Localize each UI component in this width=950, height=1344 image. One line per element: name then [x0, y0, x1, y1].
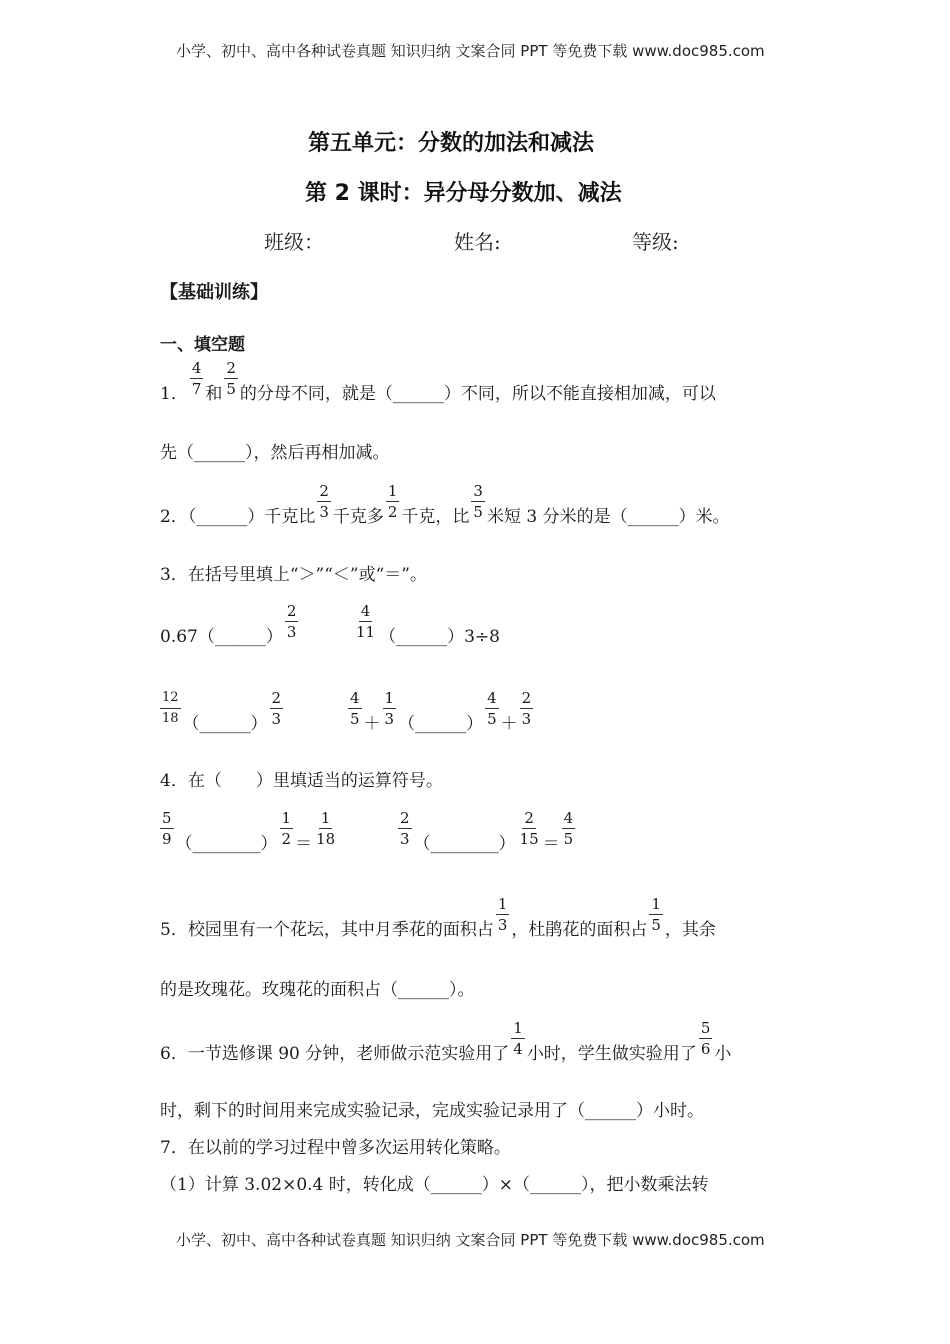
question-3-row-1b: $\frac{4}{11}$ （______）3÷8 [356, 602, 500, 647]
question-6-line-2: 时，剩下的时间用来完成实验记录，完成实验记录用了（______）小时。 [160, 1101, 704, 1121]
page-header: 小学、初中、高中各种试卷真题 知识归纳 文案合同 PPT 等免费下载 www.doc985.com [176, 42, 765, 60]
question-2: 2．（______）千克比 $\frac{2}{3}$ 千克多 $\frac{1}{2}$ 千克，比 $\frac{3}{5}$ 米短 3 分米的是（______）米。 [160, 482, 730, 527]
question-4-row-a: $\frac{5}{9}$ （________） $\frac{1}{2}$ ＝ $\frac{1}{18}$ [162, 809, 336, 854]
question-1-line-1: 1． $\frac{4}{7}$ 和 $\frac{2}{5}$ 的分母不同，就是（______）不同，所以不能直接相加减，可以 [160, 359, 716, 404]
question-7-sub-1: （1）计算 3.02×0.4 时，转化成（______）×（______），把小数乘法转 [160, 1175, 709, 1195]
question-4-row-b: $\frac{2}{3}$ （________） $\frac{2}{15}$ ＝ $\frac{4}{5}$ [400, 809, 574, 854]
question-7: 7．在以前的学习过程中曾多次运用转化策略。 [160, 1138, 511, 1158]
question-3-row-2a: $\frac{12}{18}$ （______） $\frac{2}{3}$ [162, 689, 282, 734]
grade-label: 等级: [632, 230, 679, 254]
part-heading: 一、填空题 [160, 335, 245, 355]
question-5-line-1: 5．校园里有一个花坛，其中月季花的面积占 $\frac{1}{3}$ ，杜鹃花的面积占 $\frac{1}{5}$ ，其余 [160, 895, 716, 940]
page-title: 第五单元：分数的加法和减法 [308, 131, 595, 156]
question-6-line-1: 6．一节选修课 90 分钟，老师做示范实验用了 $\frac{1}{4}$ 小时，学生做实验用了 $\frac{5}{6}$ 小 [160, 1019, 732, 1064]
question-3: 3．在括号里填上“＞”“＜”或“＝”。 [160, 565, 427, 585]
question-1-line-2: 先（______），然后再相加减。 [160, 443, 390, 463]
page-subtitle: 第 2 课时：异分母分数加、减法 [305, 181, 622, 206]
section-heading: 【基础训练】 [160, 282, 268, 303]
page-footer: 小学、初中、高中各种试卷真题 知识归纳 文案合同 PPT 等免费下载 www.doc985.com [176, 1231, 765, 1249]
fraction-4-7: $\frac{4}{7}$ [191, 359, 202, 398]
question-4: 4．在（ ）里填适当的运算符号。 [160, 771, 443, 791]
class-label: 班级： [264, 230, 324, 254]
name-label: 姓名: [454, 230, 501, 254]
question-3-row-2b: $\frac{4}{5}$ ＋ $\frac{1}{3}$ （______） $\frac{4}{5}$ ＋ $\frac{2}{3}$ [350, 689, 532, 734]
question-5-line-2: 的是玫瑰花。玫瑰花的面积占（______）。 [160, 980, 475, 1000]
question-3-row-1a: 0.67（______） $\frac{2}{3}$ [160, 602, 297, 647]
